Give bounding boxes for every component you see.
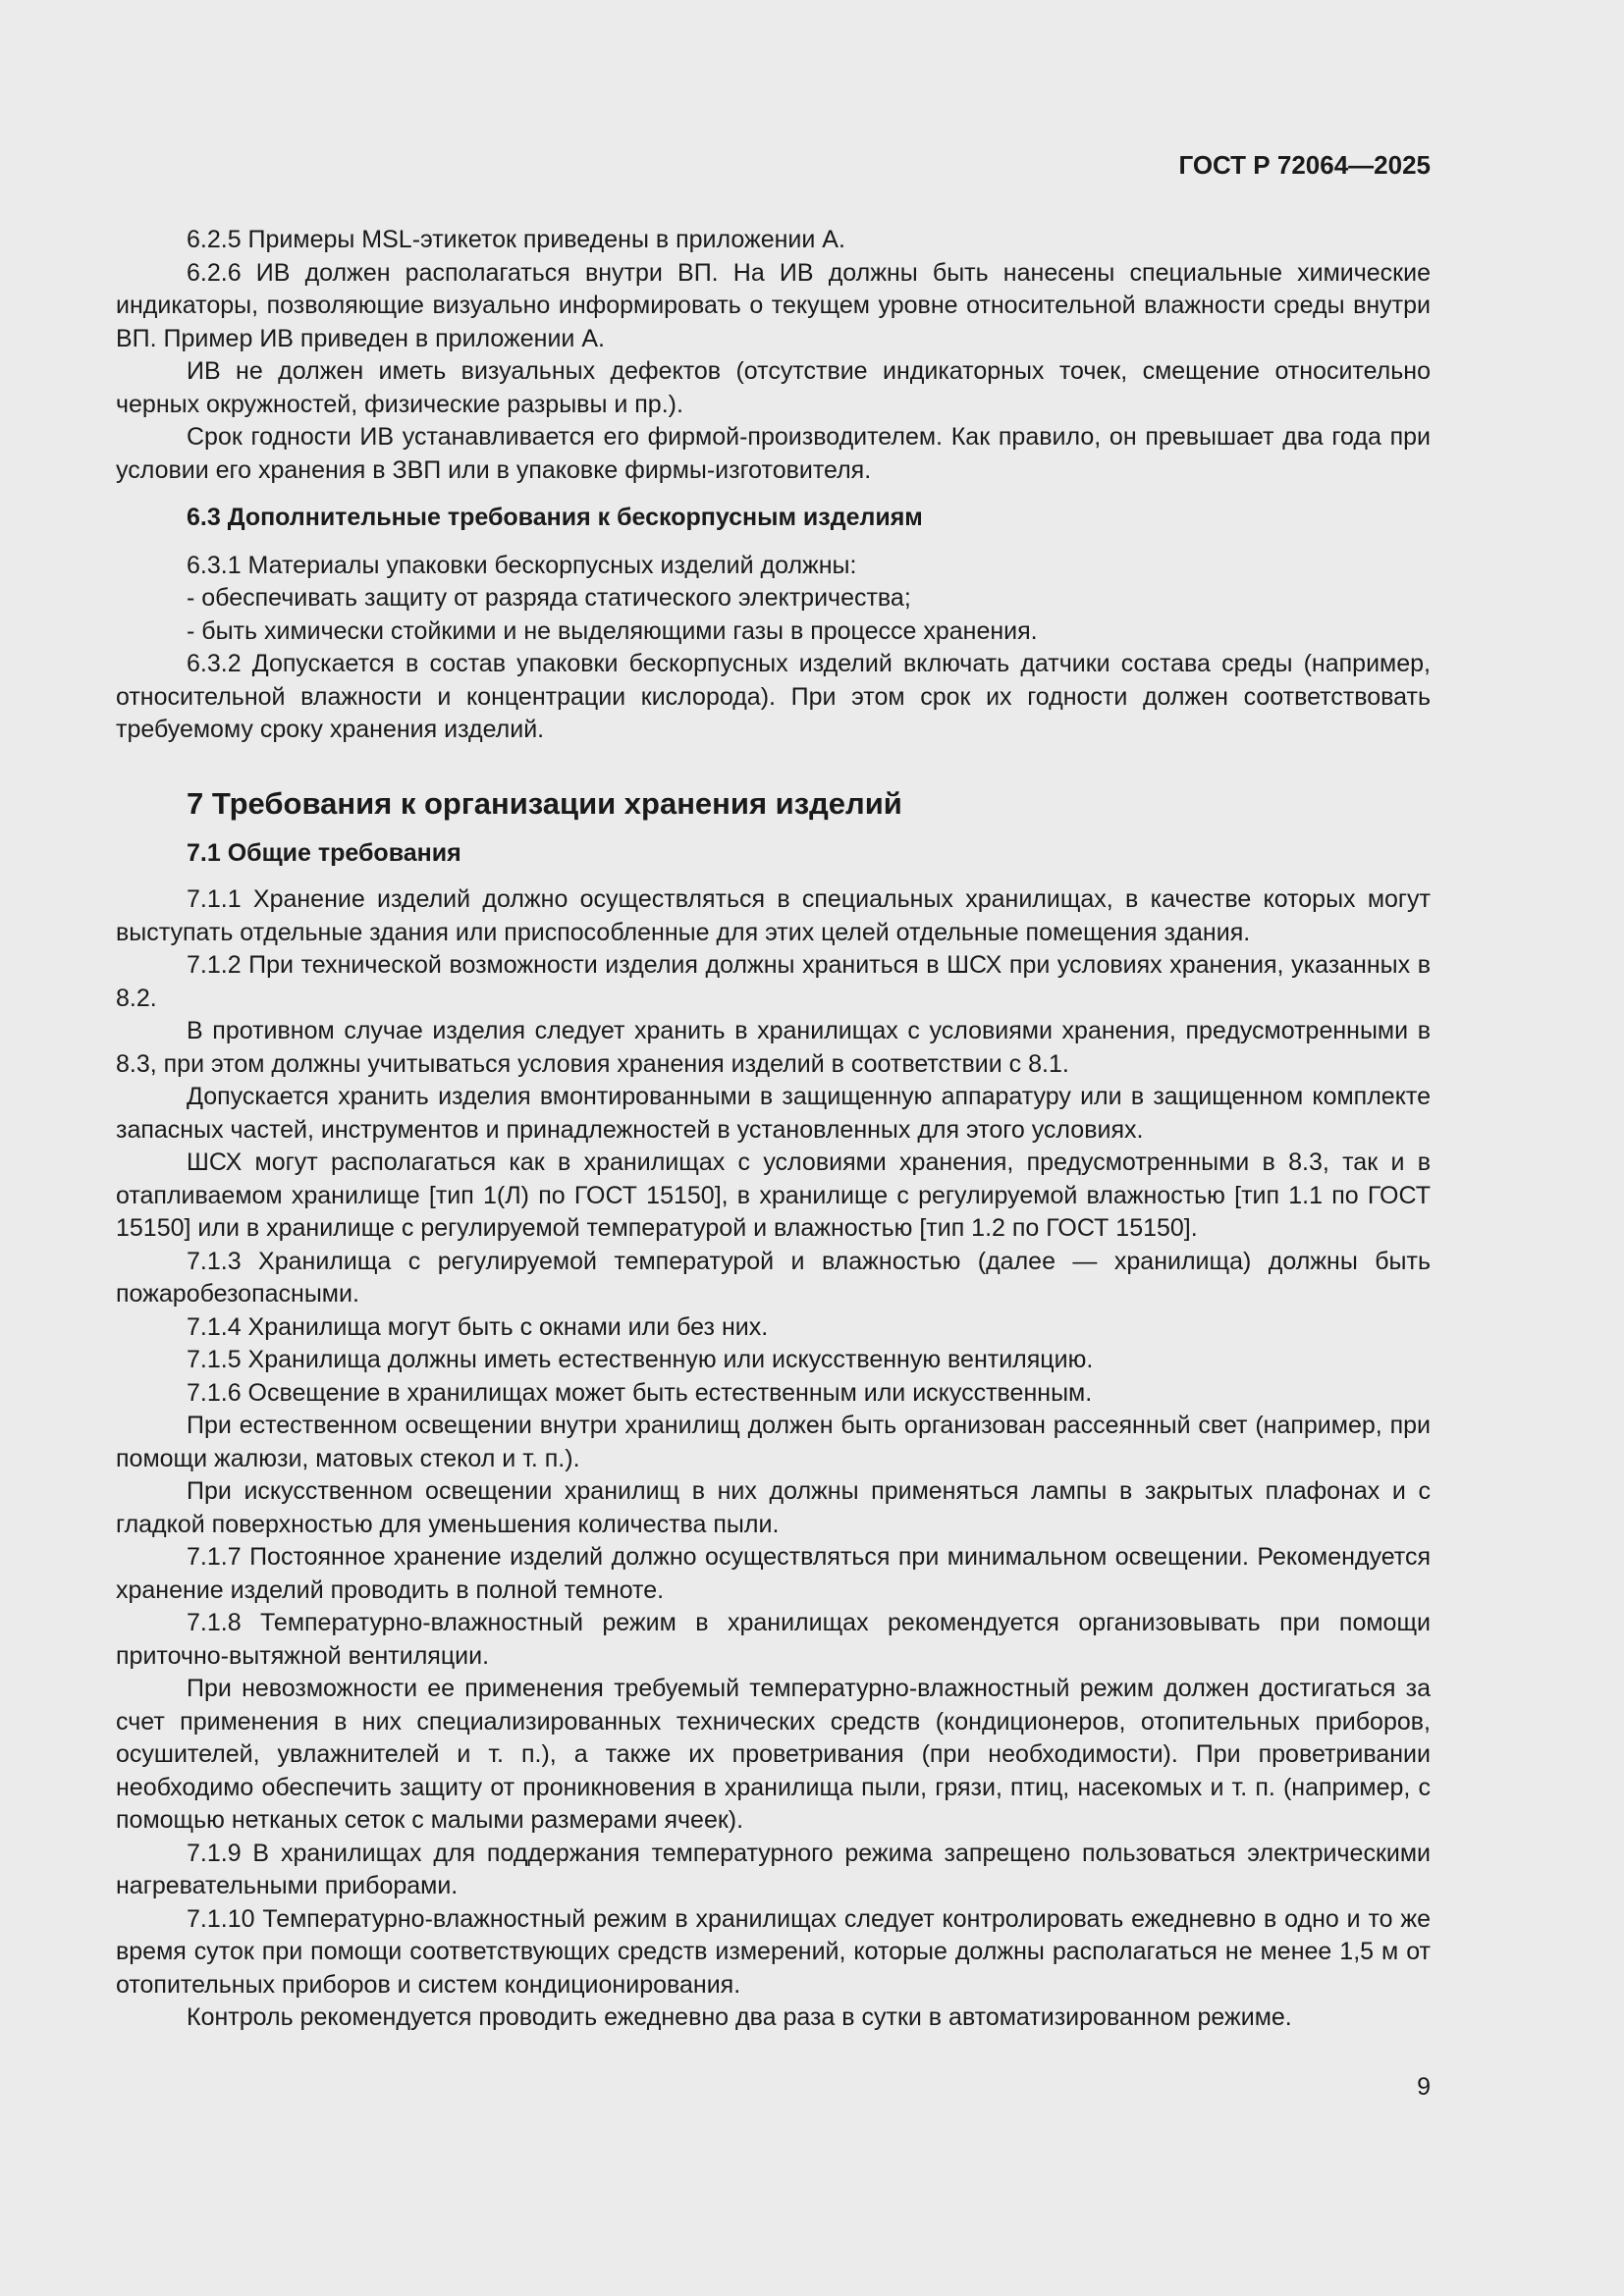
paragraph-6-2-5: 6.2.5 Примеры MSL-этикеток приведены в приложении А. (187, 226, 845, 253)
paragraph-iv-shelf-life: Срок годности ИВ устанавливается его фирмой-производителем. Как правило, он превышает два года при условии его хранения в ЗВП или в упаковке фирмы-изготовителя. (116, 423, 1431, 484)
section-heading-7: 7 Требования к организации хранения изделий (187, 785, 902, 821)
paragraph-7-1-6: 7.1.6 Освещение в хранилищах может быть естественным или искусственным. (187, 1378, 1093, 1407)
paragraph-7-1-9: 7.1.9 В хранилищах для поддержания температурного режима запрещено пользоваться электрическими нагревательными приборами. (116, 1839, 1431, 1899)
paragraph-7-1-10: 7.1.10 Температурно-влажностный режим в хранилищах следует контролировать ежедневно в одно и то же время суток при помощи соответствующих средств измерений, которые должны располагаться не менее 1,5 м от отопительных приборов и систем кондиционирования. (116, 1904, 1431, 1999)
paragraph-natural-light: При естественном освещении внутри хранилищ должен быть организован рассеянный свет (например, при помощи жалюзи, матовых стекол и т. п.). (116, 1412, 1431, 1472)
paragraph-7-1-8: 7.1.8 Температурно-влажностный режим в хранилищах рекомендуется организовывать при помощи приточно-вытяжной вентиляции. (116, 1609, 1431, 1670)
paragraph-7-1-1: 7.1.1 Хранение изделий должно осуществляться в специальных хранилищах, в качестве которых могут выступать отдельные здания или приспособленные для этих целей отдельные помещения здания. (116, 885, 1431, 946)
document-body (116, 224, 1431, 2035)
paragraph-7-1-3: 7.1.3 Хранилища с регулируемой температурой и влажностью (далее — хранилища) должны быть пожаробезопасными. (116, 1247, 1431, 1308)
document-code: ГОСТ Р 72064—2025 (1178, 150, 1431, 180)
paragraph-6-3-1: 6.3.1 Материалы упаковки бескорпусных изделий должны: (187, 551, 857, 579)
paragraph-6-3-2: 6.3.2 Допускается в состав упаковки бескорпусных изделий включать датчики состава среды (например, относительной влажности и концентрации кислорода). При этом срок их годности должен соответствовать требуемому сроку хранения изделий. (116, 650, 1431, 743)
paragraph-7-1-2: 7.1.2 При технической возможности изделия должны храниться в ШСХ при условиях хранения, указанных в 8.2. (116, 951, 1431, 1012)
list-item-chemical-resistance: - быть химически стойкими и не выделяющими газы в процессе хранения. (187, 616, 1038, 645)
paragraph-7-1-5: 7.1.5 Хранилища должны иметь естественную или искусственную вентиляцию. (187, 1346, 1094, 1373)
paragraph-allowed-mounted: Допускается хранить изделия вмонтированными в защищенную аппаратуру или в защищенном комплекте запасных частей, инструментов и принадлежностей в установленных для этого условиях. (116, 1083, 1431, 1144)
section-heading-7-1: 7.1 Общие требования (187, 838, 461, 867)
paragraph-6-2-6: 6.2.6 ИВ должен располагаться внутри ВП. На ИВ должны быть нанесены специальные химические индикаторы, позволяющие визуально информировать о текущем уровне относительной влажности среды внутри ВП. Пример ИВ приведен в приложении А. (116, 258, 1431, 352)
paragraph-ventilation-alternative: При невозможности ее применения требуемый температурно-влажностный режим должен достигаться за счет применения в них специализированных технических средств (кондиционеров, отопительных приборов, осушителей, увлажнителей и т. п.), а также их проветривания (при необходимости). При проветривании необходимо обеспечить защиту от проникновения в хранилища пыли, грязи, птиц, насекомых и т. п. (например, с помощью нетканых сеток с малыми размерами ячеек). (116, 1675, 1431, 1834)
paragraph-shsh-location: ШСХ могут располагаться как в хранилищах с условиями хранения, предусмотренными в 8.3, так и в отапливаемом хранилище [тип 1(Л) по ГОСТ 15150], в хранилище с регулируемой влажностью [тип 1.1 по ГОСТ 15150] или в хранилище с регулируемой температурой и влажностью [тип 1.2 по ГОСТ 15150]. (116, 1148, 1431, 1242)
section-heading-6-3: 6.3 Дополнительные требования к бескорпусным изделиям (187, 504, 923, 531)
paragraph-7-1-4: 7.1.4 Хранилища могут быть с окнами или без них. (187, 1312, 769, 1341)
paragraph-otherwise: В противном случае изделия следует хранить в хранилищах с условиями хранения, предусмотренными в 8.3, при этом должны учитываться условия хранения изделий в соответствии с 8.1. (116, 1017, 1431, 1078)
list-item-static-protection: - обеспечивать защиту от разряда статического электричества; (187, 584, 911, 612)
page-number: 9 (1417, 2073, 1431, 2101)
paragraph-7-1-7: 7.1.7 Постоянное хранение изделий должно осуществляться при минимальном освещении. Рекомендуется хранение изделий проводить в полной темноте. (116, 1543, 1431, 1604)
paragraph-iv-defects: ИВ не должен иметь визуальных дефектов (отсутствие индикаторных точек, смещение относительно черных окружностей, физические разрывы и пр.). (116, 357, 1431, 418)
paragraph-artificial-light: При искусственном освещении хранилищ в них должны применяться лампы в закрытых плафонах и с гладкой поверхностью для уменьшения количества пыли. (116, 1477, 1431, 1538)
paragraph-control-twice-daily: Контроль рекомендуется проводить ежедневно два раза в сутки в автоматизированном режиме. (187, 2003, 1292, 2031)
